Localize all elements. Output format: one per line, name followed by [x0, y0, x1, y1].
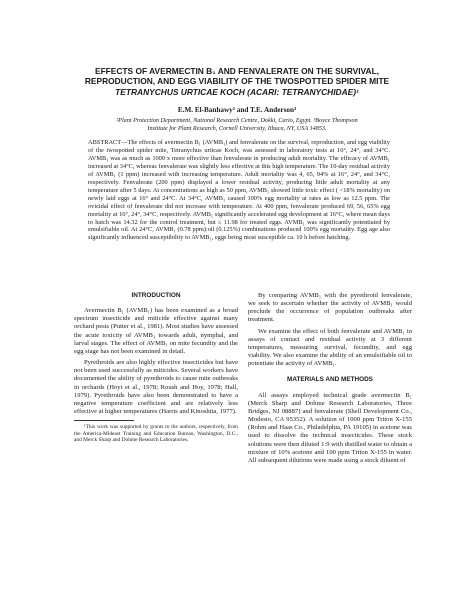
right-column	[248, 292, 412, 468]
left-column	[74, 292, 238, 447]
title-line-1: EFFECTS OF AVERMECTIN B₁ AND FENVALERATE ON THE SURVIVAL,	[94, 66, 380, 76]
right-paragraph-1: By comparing AVMB₁ with the pyrethroid fenvalerate, we seek to ascertain whether the activity of AVMB₁ would preclude the occurrence of population outbreaks after treatment.	[248, 292, 412, 324]
right-paragraph-2: We examine the effect of both fenvalerate and AVMB₁ in assays of contact and residual activity at 3 different temperatures, measuring survival, fecundity, and egg viability. We also examine the ability of an emulsifiable oil to potentiate the activity of AVMB₁.	[248, 327, 412, 368]
methods-paragraph: All assays employed technical grade avermectin B₁ (Merck Sharp and Dohme Research Laboratories, Three Bridges, NJ 08887) and fenvalerate (Shell Development Co., Modesto, CA 95352). A solution of 1000 ppm Triton X-155 (Rohm and Haas Co., Philadelphia, PA 19105) in acetone was used to dissolve the technical insecticides. These stock solutions were then diluted 1:9 with distilled water to obtain a mixture of 10% acetone and 100 ppm Triton X-155 in water. All subsequent dilutions were made using a stock diluent of	[248, 391, 412, 464]
affiliation-line-2: Institute for Plant Research, Cornell University, Ithaca, NY, USA 14853.	[147, 124, 327, 132]
introduction-paragraph-1: Avermectin B₁ (AVMB₁) has been examined as a broad spectrum insecticide and miticide effective against many orchard pests (Putter et al., 1981). Most studies have assessed the acute toxicity of AVMB₁ towards adult, nymphal, and larval stages. The effect of AVMB₁ on mite fecundity and the egg stage has not been examined in detail.	[74, 307, 238, 355]
affiliation-line-1: ²Plant Protection Department, National Research Centre, Dokki, Cario, Egypt. ³Boyce Thompson	[116, 117, 358, 124]
abstract: ABSTRACT—The effects of avermectin B₁ (AVMB₁) and fenvalerate on the survival, reproduction, and egg viability of the twospotted spider mite, Tetranychus urticae Koch, was assessed in laboratory tests at 16°, 24°, and 34°C. AVMB₁ was as much as 1000 x more effective than fenvalerate in producing adult mortality. The efficacy of AVMB₁ increased at 34°C, whereas fenvalerate was slightly less effective at this high temperature. The 10-day residual activity of AVMB₁ (1 ppm) increased with increasing temperature. Adult mortality was 4, 65, 94% at 16°, 24°, and 34°C, respectively. Fenvalerate (200 ppm) displayed a lower residual activity, producing little adult mortality at any temperature after 5 days. At concentrations as high as 50 ppm, AVMB₁ showed little toxic effect ( <18% mortality) on newly laid eggs at 16° and 24°C. At 34°C, AVMB₁ caused 100% egg mortality at rates as low as 12.5 ppm. The ovicidal effect of fenvalerate did not increase with temperature. At 400 ppm, fenvalerate produced 69, 56, 65% egg mortality at 16°, 24°, 34°C, respectively. AVMB₁ significantly accelerated egg development at 16°C, where mean days to hatch was 14.32 for the control treatment, but ≤ 11.98 for treated eggs. AVMB₁ was significantly potentiated by emulsifiable oil. At 24°C, AVMB₁ (0.78 ppm):oil (0.125%) combinations produced 100% egg mortality. Egg age also significantly influenced susceptibility to AVMB₁, eggs being most susceptible ca. 10 h before hatching.	[88, 139, 390, 242]
introduction-heading: INTRODUCTION	[131, 292, 181, 299]
title-line-2: REPRODUCTION, AND EGG VIABILITY OF THE TWOSPOTTED SPIDER MITE	[84, 76, 390, 87]
paper-title	[60, 66, 414, 97]
footnote: ¹This work was supported by grants to the authors, respectively, from the America-Mideast Training and Education Bureau, Washington, D.C., and Merck Sharp and Dohme Research Laboratories.	[74, 424, 238, 444]
methods-heading: MATERIALS AND METHODS	[287, 376, 373, 384]
affiliations	[70, 117, 404, 133]
footnote-divider	[74, 420, 134, 421]
title-line-3: TETRANYCHUS URTICAE KOCH (ACARI: TETRANYCHIDAE)¹	[115, 86, 359, 97]
authors: E.M. El-Banhawy² and T.E. Anderson³	[177, 106, 297, 114]
introduction-paragraph-2: Pyrethroids are also highly effective insecticides but have not been used successfully as miticides. Several workers have documented the ability of pyrethroids to cause mite outbreaks in orchards (Hoyt et al., 1978; Roush and Hoy, 1978; Hall, 1979). Pyrethroids have also been demonstrated to have a negative temperature coefficient and are relatively less effective at higher temperatures (Harris and Kinoshita, 1977).	[74, 359, 238, 416]
